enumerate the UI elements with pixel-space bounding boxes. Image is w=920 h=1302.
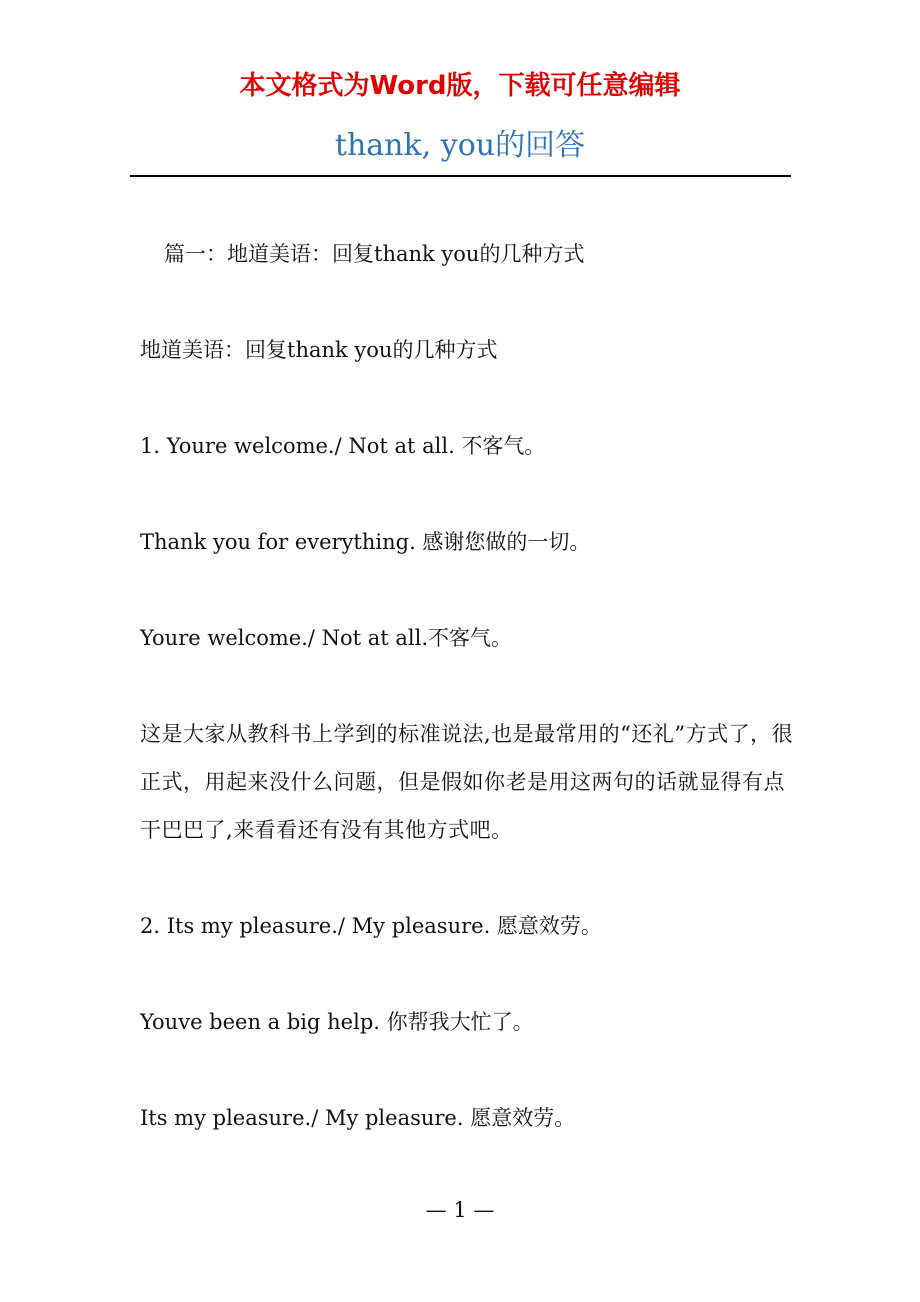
title-divider: [130, 175, 791, 177]
document-title: thank, you的回答: [334, 128, 586, 163]
paragraph: 1. Youre welcome./ Not at all. 不客气。: [140, 434, 546, 458]
download-notice: 本文格式为Word版，下载可任意编辑: [239, 71, 681, 101]
paragraph: Youve been a big help. 你帮我大忙了。: [140, 1010, 534, 1034]
page-number: — 1 —: [425, 1198, 495, 1222]
paragraph: 2. Its my pleasure./ My pleasure. 愿意效劳。: [140, 914, 602, 938]
paragraph: Thank you for everything. 感谢您做的一切。: [140, 530, 591, 554]
paragraph: Youre welcome./ Not at all.不客气。: [140, 626, 513, 650]
document-body: [140, 230, 800, 1190]
paragraph: 这是大家从教科书上学到的标准说法,也是最常用的“还礼”方式了，很正式，用起来没什么问题，但是假如你老是用这两句的话就显得有点干巴巴了,来看看还有没有其他方式吧。: [140, 722, 794, 842]
paragraph: Its my pleasure./ My pleasure. 愿意效劳。: [140, 1106, 576, 1130]
section-heading: 篇一：地道美语：回复thank you的几种方式: [164, 242, 585, 266]
paragraph: 地道美语：回复thank you的几种方式: [140, 338, 498, 362]
